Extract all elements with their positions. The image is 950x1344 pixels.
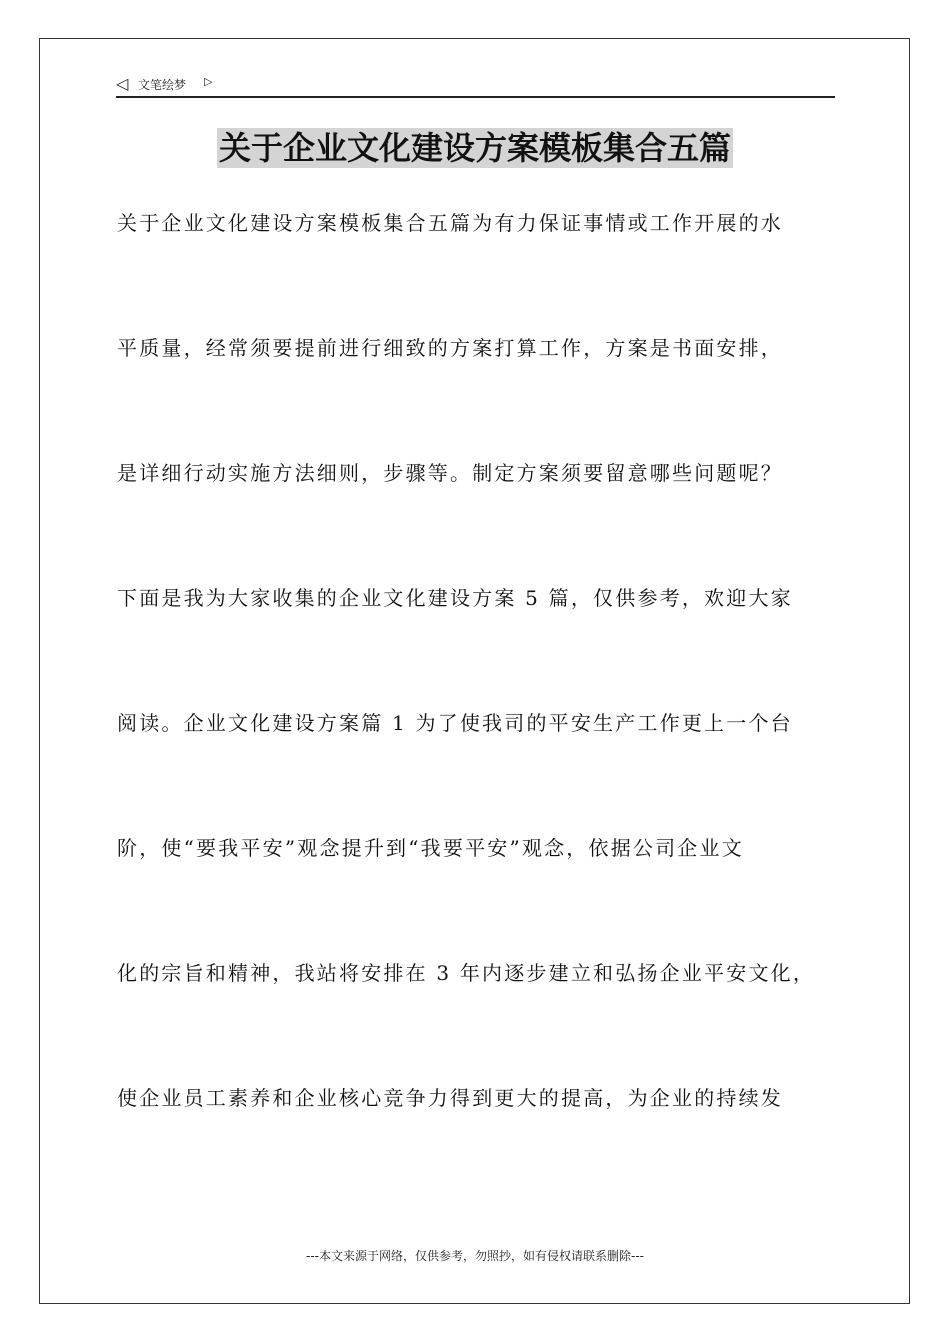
body-line: 关于企业文化建设方案模板集合五篇为有力保证事情或工作开展的水 [117,211,783,235]
triangle-left-icon: ◁ [116,74,129,93]
body-line: 阅读。企业文化建设方案篇 1 为了使我司的平安生产工作更上一个台 [117,711,793,735]
body-line: 平质量，经常须要提前进行细致的方案打算工作，方案是书面安排， [117,336,783,360]
body-line: 阶，使“要我平安”观念提升到“我要平安”观念，依据公司企业文 [117,836,744,860]
header-brand-text: 文笔绘梦 [138,78,187,92]
body-line: 下面是我为大家收集的企业文化建设方案 5 篇，仅供参考，欢迎大家 [117,586,793,610]
document-body [117,203,847,1203]
body-line: 是详细行动实施方法细则，步骤等。制定方案须要留意哪些问题呢？ [117,461,783,485]
title-container [0,128,950,168]
body-line: 使企业员工素养和企业核心竞争力得到更大的提高，为企业的持续发 [117,1086,783,1110]
document-title: 关于企业文化建设方案模板集合五篇 [218,129,731,167]
triangle-right-icon: ▷ [204,75,213,88]
footer-notice: ---本文来源于网络，仅供参考，勿照抄，如有侵权请联系删除--- [306,1249,644,1263]
body-line: 化的宗旨和精神，我站将安排在 3 年内逐步建立和弘扬企业平安文化， [117,961,816,985]
page-header [116,74,835,98]
